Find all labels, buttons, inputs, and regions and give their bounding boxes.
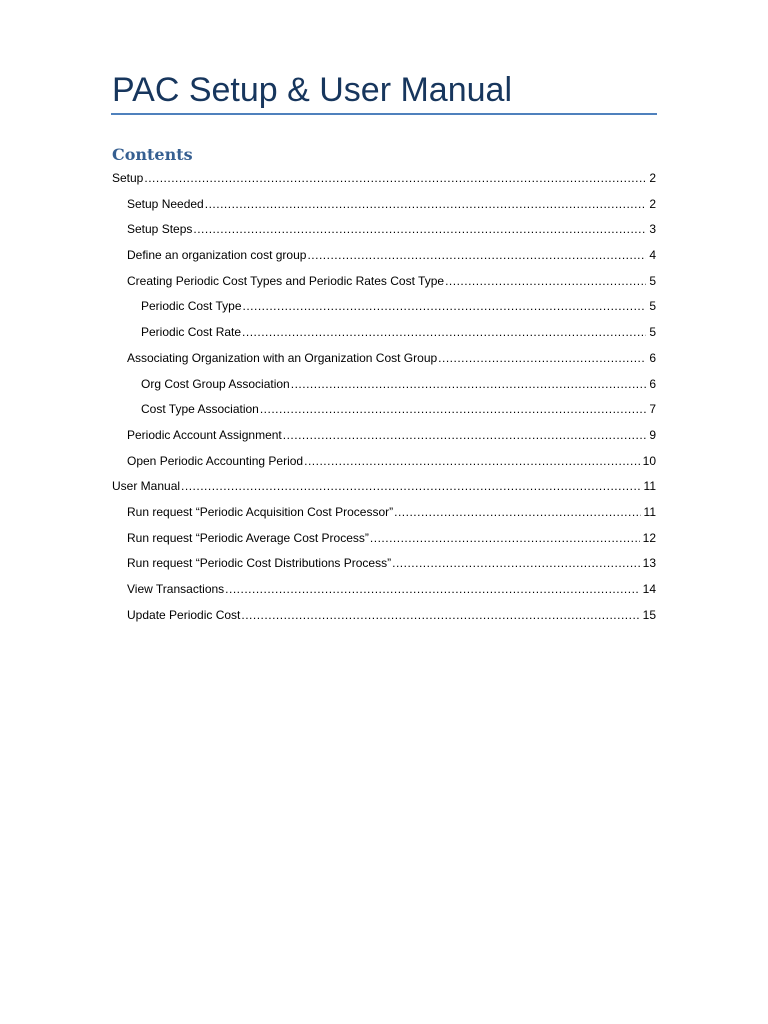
toc-entry-page: 6 bbox=[649, 350, 656, 365]
toc-dot-leader bbox=[260, 397, 646, 423]
toc-dot-leader bbox=[291, 372, 647, 398]
toc-dot-leader bbox=[283, 423, 647, 449]
toc-entry-update-periodic-cost[interactable] bbox=[112, 603, 656, 629]
title-divider bbox=[111, 113, 657, 115]
toc-entry-view-transactions[interactable] bbox=[112, 577, 656, 603]
toc-entry-page: 4 bbox=[649, 248, 656, 263]
toc-entry-page: 3 bbox=[649, 222, 656, 237]
toc-dot-leader bbox=[243, 294, 647, 320]
toc-entry-user-manual[interactable] bbox=[112, 474, 656, 500]
toc-dot-leader bbox=[307, 243, 646, 269]
toc-entry-setup-needed[interactable] bbox=[112, 192, 656, 218]
toc-dot-leader bbox=[205, 192, 647, 218]
toc-entry-label: Org Cost Group Association bbox=[141, 376, 290, 391]
toc-entry-associating-organization[interactable] bbox=[112, 346, 656, 372]
toc-entry-page: 13 bbox=[642, 556, 656, 571]
toc-dot-leader bbox=[438, 346, 646, 372]
toc-entry-page: 9 bbox=[649, 427, 656, 442]
toc-entry-page: 5 bbox=[649, 273, 656, 288]
toc-entry-page: 11 bbox=[643, 479, 656, 494]
toc-entry-page: 14 bbox=[642, 582, 656, 596]
toc-entry-label: Cost Type Association bbox=[141, 402, 259, 417]
toc-entry-setup-steps[interactable] bbox=[112, 217, 656, 243]
toc-dot-leader bbox=[445, 269, 646, 295]
toc-dot-leader bbox=[304, 449, 640, 475]
toc-entry-label: Update Periodic Cost bbox=[127, 607, 241, 622]
toc-entry-label: Associating Organization with an Organization Cost Group bbox=[127, 350, 438, 365]
toc-entry-label: Periodic Account Assignment bbox=[127, 427, 282, 442]
toc-entry-label: View Transactions bbox=[127, 582, 225, 596]
toc-entry-page: 2 bbox=[649, 196, 656, 211]
toc-entry-page: 2 bbox=[649, 171, 656, 185]
toc-dot-leader bbox=[193, 217, 646, 243]
toc-entry-page: 15 bbox=[642, 607, 656, 622]
toc-entry-cost-type-association[interactable] bbox=[112, 397, 656, 423]
toc-entry-run-cost-distributions-process[interactable] bbox=[112, 551, 656, 577]
toc-heading: Contents bbox=[112, 145, 193, 164]
toc-entry-periodic-cost-rate[interactable] bbox=[112, 320, 656, 346]
toc-entry-define-org-cost-group[interactable] bbox=[112, 243, 656, 269]
toc-dot-leader bbox=[394, 500, 640, 526]
toc-entry-run-average-cost-process[interactable] bbox=[112, 526, 656, 552]
toc-entry-page: 7 bbox=[649, 402, 656, 417]
toc-entry-label: Define an organization cost group bbox=[127, 248, 307, 263]
toc-dot-leader bbox=[241, 603, 639, 629]
toc-entry-page: 5 bbox=[649, 299, 656, 314]
toc-entry-page: 5 bbox=[649, 325, 656, 340]
toc-entry-page: 6 bbox=[649, 376, 656, 391]
toc-dot-leader bbox=[144, 166, 646, 192]
toc-entry-label: Open Periodic Accounting Period bbox=[127, 453, 304, 468]
toc-entry-page: 12 bbox=[642, 530, 656, 545]
toc-entry-creating-periodic-cost-types[interactable] bbox=[112, 269, 656, 295]
toc-entry-periodic-cost-type[interactable] bbox=[112, 294, 656, 320]
toc-entry-label: Creating Periodic Cost Types and Periodic Rates Cost Type bbox=[127, 273, 445, 288]
toc-entry-label: Periodic Cost Rate bbox=[141, 325, 242, 340]
toc-entry-label: Setup Needed bbox=[127, 196, 204, 211]
toc-dot-leader bbox=[242, 320, 646, 346]
toc-entry-setup[interactable] bbox=[112, 166, 656, 192]
toc-entry-label: Setup Steps bbox=[127, 222, 193, 237]
toc-entry-page: 10 bbox=[642, 453, 656, 468]
toc-entry-open-periodic-accounting-period[interactable] bbox=[112, 449, 656, 475]
toc-entry-label: Run request “Periodic Cost Distributions Process” bbox=[127, 556, 392, 571]
toc-dot-leader bbox=[225, 577, 639, 603]
toc-entry-page: 11 bbox=[643, 504, 656, 519]
toc-entry-label: User Manual bbox=[112, 479, 181, 494]
document-title: PAC Setup & User Manual bbox=[112, 71, 512, 109]
table-of-contents bbox=[112, 166, 656, 628]
toc-entry-run-acquisition-cost-processor[interactable] bbox=[112, 500, 656, 526]
toc-entry-label: Run request “Periodic Acquisition Cost Processor” bbox=[127, 504, 394, 519]
toc-entry-org-cost-group-association[interactable] bbox=[112, 372, 656, 398]
toc-dot-leader bbox=[181, 474, 641, 500]
toc-dot-leader bbox=[392, 551, 640, 577]
toc-entry-label: Setup bbox=[112, 171, 144, 185]
toc-entry-periodic-account-assignment[interactable] bbox=[112, 423, 656, 449]
toc-entry-label: Periodic Cost Type bbox=[141, 299, 242, 314]
toc-dot-leader bbox=[370, 526, 640, 552]
toc-entry-label: Run request “Periodic Average Cost Process” bbox=[127, 530, 369, 545]
